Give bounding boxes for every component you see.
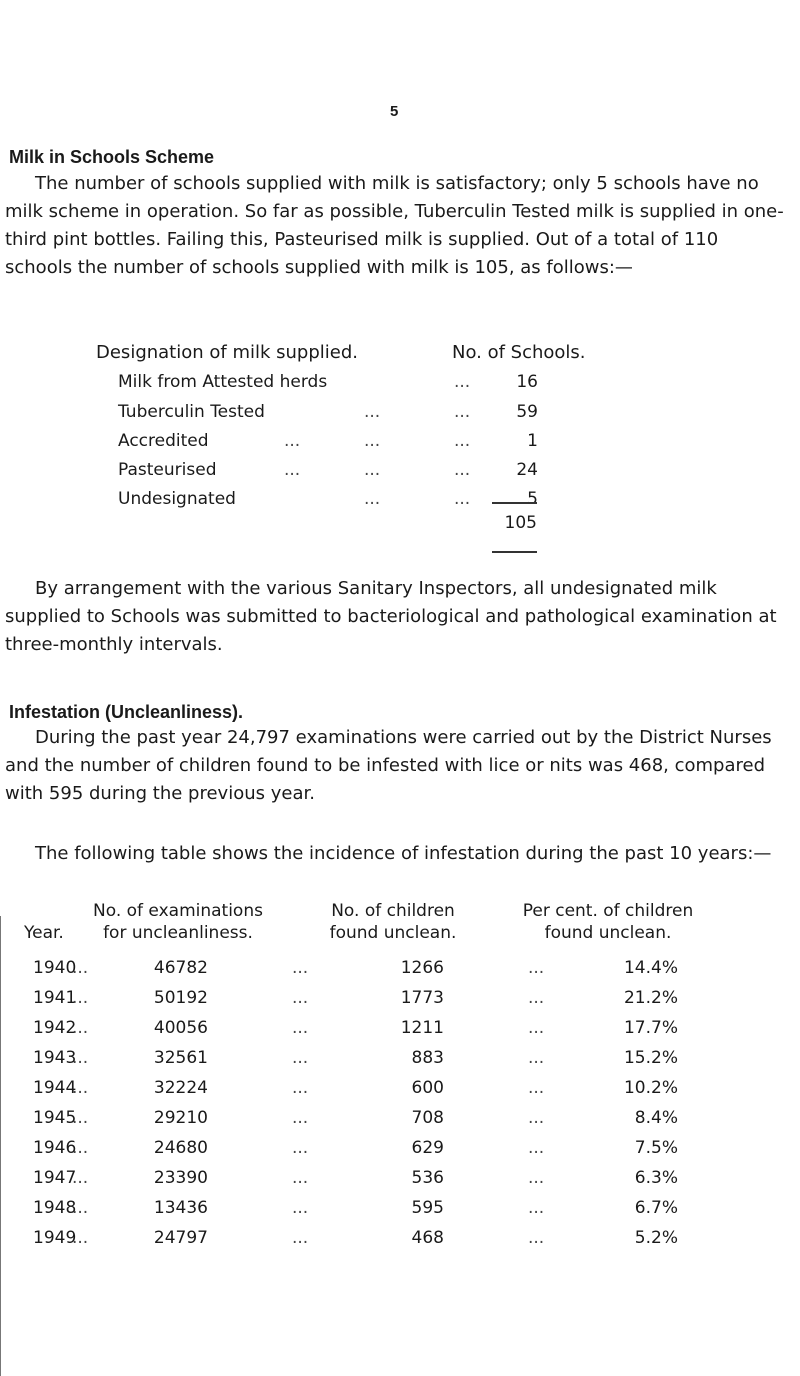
milk-count: 1 [527,431,538,451]
infestation-table-intro: The following table shows the incidence of infestation during the past 10 years:— [35,843,772,864]
table-row: 1941 ... 50192 ... 1773 ... 21.2% [33,988,678,1008]
milk-label: Undesignated [118,489,236,509]
scan-margin-line [0,916,1,1376]
col-pct: Per cent. of children found unclean. [522,901,694,943]
milk-count: 5 [527,489,538,509]
milk-row: Undesignated ... ... 5 [118,489,538,509]
total-rule-top [492,502,537,504]
milk-paragraph: The number of schools supplied with milk is satisfactory; only 5 schools have no milk scheme in operation. So far as possible, Tuberculin Tested milk is supplied in one-third pint bottles. Failing this, Pasteurised milk is supplied. Out of a total of 110 schools the number of schools supplied with milk is 105, as follows:— [5,173,784,278]
milk-label: Tuberculin Tested [118,402,265,422]
milk-row: Pasteurised ... ... ... 24 [118,460,538,480]
milk-row: Tuberculin Tested ... ... 59 [118,402,538,422]
table-row: 1948 ... 13436 ... 595 ... 6.7% [33,1198,678,1218]
total-rule-bottom [492,551,537,553]
table-row: 1946 ... 24680 ... 629 ... 7.5% [33,1138,678,1158]
col-designation: Designation of milk supplied. [96,342,358,363]
table-row: 1945 ... 29210 ... 708 ... 8.4% [33,1108,678,1128]
milk-count: 24 [516,460,538,480]
table-row: 1942 ... 40056 ... 1211 ... 17.7% [33,1018,678,1038]
col-schools: No. of Schools. [452,342,586,363]
milk-row: Milk from Attested herds ... 16 [118,372,538,392]
milk-label: Milk from Attested herds [118,372,328,392]
table-row: 1947 ... 23390 ... 536 ... 6.3% [33,1168,678,1188]
milk-count: 16 [516,372,538,392]
col-year: Year. [24,923,64,943]
milk-total: 105 [504,513,537,533]
milk-label: Pasteurised [118,460,217,480]
col-exams: No. of examinations for uncleanliness. [93,901,263,943]
infestation-paragraph: During the past year 24,797 examinations were carried out by the District Nurses and the number of children found to be infested with lice or nits was 468, compared with 595 during the previous year. [5,727,772,804]
table-row: 1944 ... 32224 ... 600 ... 10.2% [33,1078,678,1098]
milk-row: Accredited ... ... ... 1 [118,431,538,451]
infestation-heading: Infestation (Uncleanliness). [9,702,244,722]
table-row: 1943 ... 32561 ... 883 ... 15.2% [33,1048,678,1068]
milk-closing-paragraph: By arrangement with the various Sanitary Inspectors, all undesignated milk supplied to Schools was submitted to bacteriological and pathological examination at three-monthly intervals. [5,578,777,655]
milk-heading: Milk in Schools Scheme [9,147,215,167]
col-found: No. of children found unclean. [329,901,457,943]
page-number: 5 [390,103,399,120]
milk-count: 59 [516,402,538,422]
milk-label: Accredited [118,431,209,451]
table-row: 1949 ... 24797 ... 468 ... 5.2% [33,1228,678,1248]
table-row: 1940 ... 46782 ... 1266 ... 14.4% [33,958,678,978]
